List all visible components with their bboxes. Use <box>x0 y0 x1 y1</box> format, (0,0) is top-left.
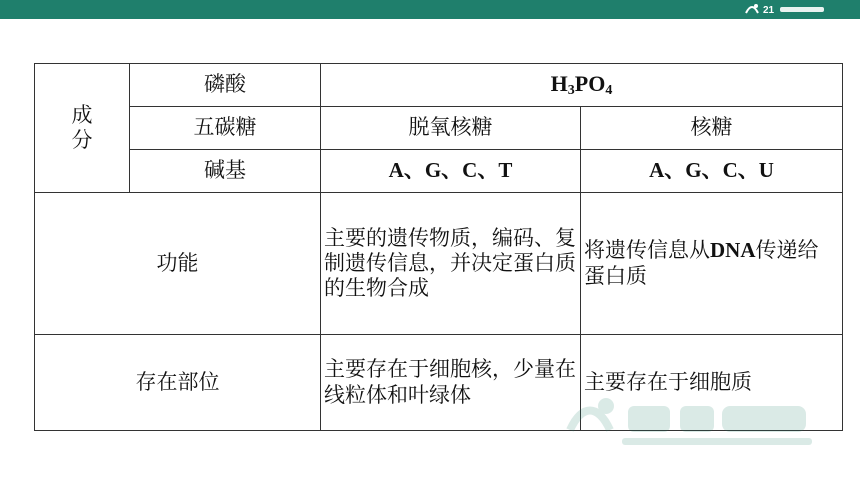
phosphate-formula-cell <box>321 64 843 107</box>
formula-po-subscript: 4 <box>605 82 613 98</box>
function-label-cell: 功能 <box>35 193 321 335</box>
table-row-sugar <box>35 107 843 150</box>
sugar-label-cell: 五碳糖 <box>130 107 321 150</box>
brand-logo-icon <box>742 2 832 17</box>
rna-function-suffix: 传递给蛋白质 <box>584 238 819 288</box>
rna-location-cell: 主要存在于细胞质 <box>581 335 843 431</box>
rna-bases-cell: A、G、C、U <box>581 150 843 193</box>
formula-h: H <box>550 70 568 96</box>
composition-label-top: 成 <box>71 102 93 127</box>
dna-sugar-cell: 脱氧核糖 <box>321 107 581 150</box>
composition-label-bottom: 分 <box>71 128 93 152</box>
table-row-function <box>35 193 843 335</box>
dna-location-cell: 主要存在于细胞核，少量在线粒体和叶绿体 <box>321 335 581 431</box>
rna-sugar-cell: 核糖 <box>581 107 843 150</box>
base-label-cell: 碱基 <box>130 150 321 193</box>
dna-function-cell: 主要的遗传物质，编码、复制遗传信息，并决定蛋白质的生物合成 <box>321 193 581 335</box>
formula-h-subscript: 3 <box>567 82 575 98</box>
location-label-cell: 存在部位 <box>35 335 321 431</box>
header-bar <box>0 0 860 19</box>
dna-bases-cell: A、G、C、T <box>321 150 581 193</box>
table-row-bases <box>35 150 843 193</box>
rna-function-dna-term: DNA <box>710 238 756 263</box>
rna-function-cell <box>581 193 843 335</box>
rna-function-prefix: 将遗传信息从 <box>584 238 710 263</box>
table-row-location <box>35 335 843 431</box>
formula-po: PO <box>574 70 606 96</box>
composition-category-cell <box>35 64 130 193</box>
phosphate-label-cell: 磷酸 <box>130 64 321 107</box>
nucleic-acid-comparison-table <box>34 63 843 431</box>
svg-text:21: 21 <box>763 5 775 16</box>
table-row-phosphate <box>35 64 843 107</box>
